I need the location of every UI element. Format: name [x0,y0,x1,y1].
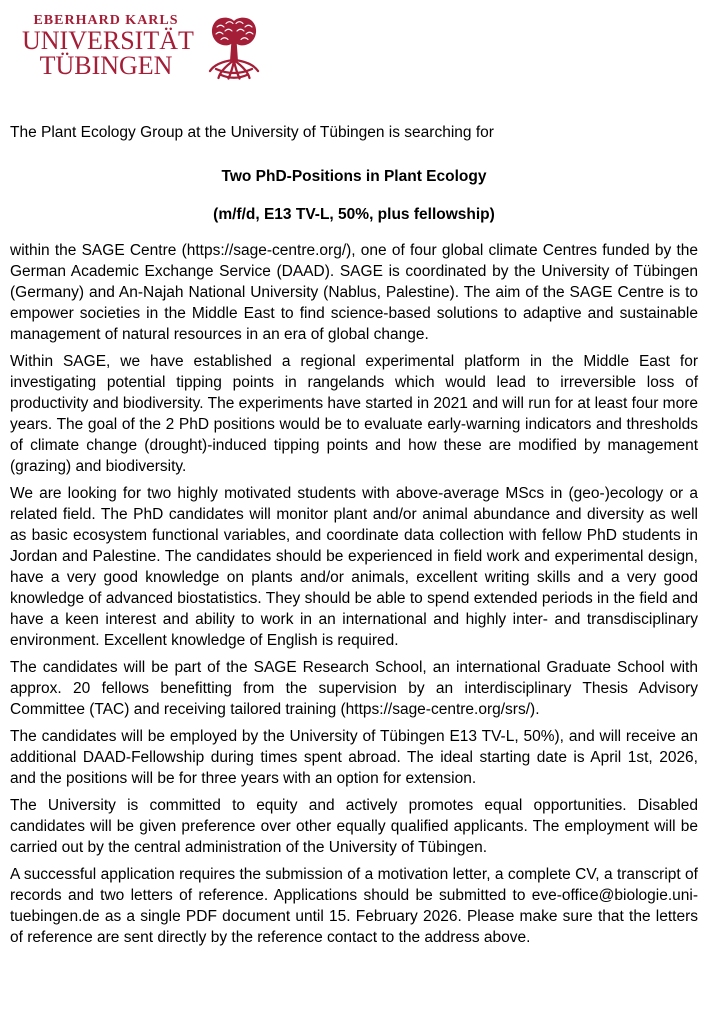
position-title: Two PhD-Positions in Plant Ecology [221,168,487,185]
intro-line: The Plant Ecology Group at the University of Tübingen is searching for [10,124,494,141]
logo-text-eberhard-karls: EBERHARD KARLS [33,13,179,28]
body-paragraph: The candidates will be employed by the University of Tübingen E13 TV-L, 50%), and will receive an additional DAAD-Fellowship during times spent abroad. The ideal starting date is April 1st, 2026, and the positions will be for three years with an option for extension. [10,728,698,787]
document-body [10,124,698,954]
body-paragraph: The University is committed to equity and actively promotes equal opportunities. Disabled candidates will be given preference over other equally qualified applicants. The employment will be carried out by the central administration of the University of Tübingen. [10,797,698,856]
body-paragraph: The candidates will be part of the SAGE Research School, an international Graduate School with approx. 20 fellows benefitting from the supervision by an interdisciplinary Thesis Advisory Committee (TAC) and receiving tailored training (https://sage-centre.org/srs/). [10,659,698,718]
position-subtitle: (m/f/d, E13 TV-L, 50%, plus fellowship) [213,206,495,223]
logo-text-universitaet: UNIVERSITÄT [22,26,194,55]
body-paragraph: Within SAGE, we have established a regional experimental platform in the Middle East for investigating potential tipping points in rangelands which would lead to irreversible loss of productivity and biodiversity. The experiments have started in 2021 and will run for at least four more years. The goal of the 2 PhD positions would be to evaluate early-warning indicators and thresholds of climate change (drought)-induced tipping points and how these are modified by management (grazing) and biodiversity. [10,353,698,475]
body-paragraph: within the SAGE Centre (https://sage-centre.org/), one of four global climate Centres funded by the German Academic Exchange Service (DAAD). SAGE is coordinated by the University of Tübingen (Germany) and An-Najah National University (Nablus, Palestine). The aim of the SAGE Centre is to empower societies in the Middle East to find science-based solutions to adaptive and sustainable management of natural resources in an era of global change. [10,242,698,343]
university-logo [22,13,194,80]
logo-text-tuebingen: TÜBINGEN [39,51,173,80]
body-paragraph: A successful application requires the submission of a motivation letter, a complete CV, a transcript of records and two letters of reference. Applications should be submitted to eve-office@biologie.uni-tuebingen.de as a single PDF document until 15. February 2026. Please make sure that the letters of reference are sent directly by the reference contact to the address above. [10,866,698,946]
tuebingen-tree-icon [206,16,262,80]
body-paragraph: We are looking for two highly motivated students with above-average MScs in (geo-)ecology or a related field. The PhD candidates will monitor plant and/or animal abundance and diversity as well as basic ecosystem functional variables, and coordinate data collection with fellow PhD students in Jordan and Palestine. The candidates should be experienced in field work and experimental design, have a very good knowledge on plants and/or animals, excellent writing skills and a very good knowledge of advanced biostatistics. They should be able to spend extended periods in the field and have a keen interest and ability to work in an international and highly inter- and transdisciplinary environment. Excellent knowledge of English is required. [10,485,698,649]
